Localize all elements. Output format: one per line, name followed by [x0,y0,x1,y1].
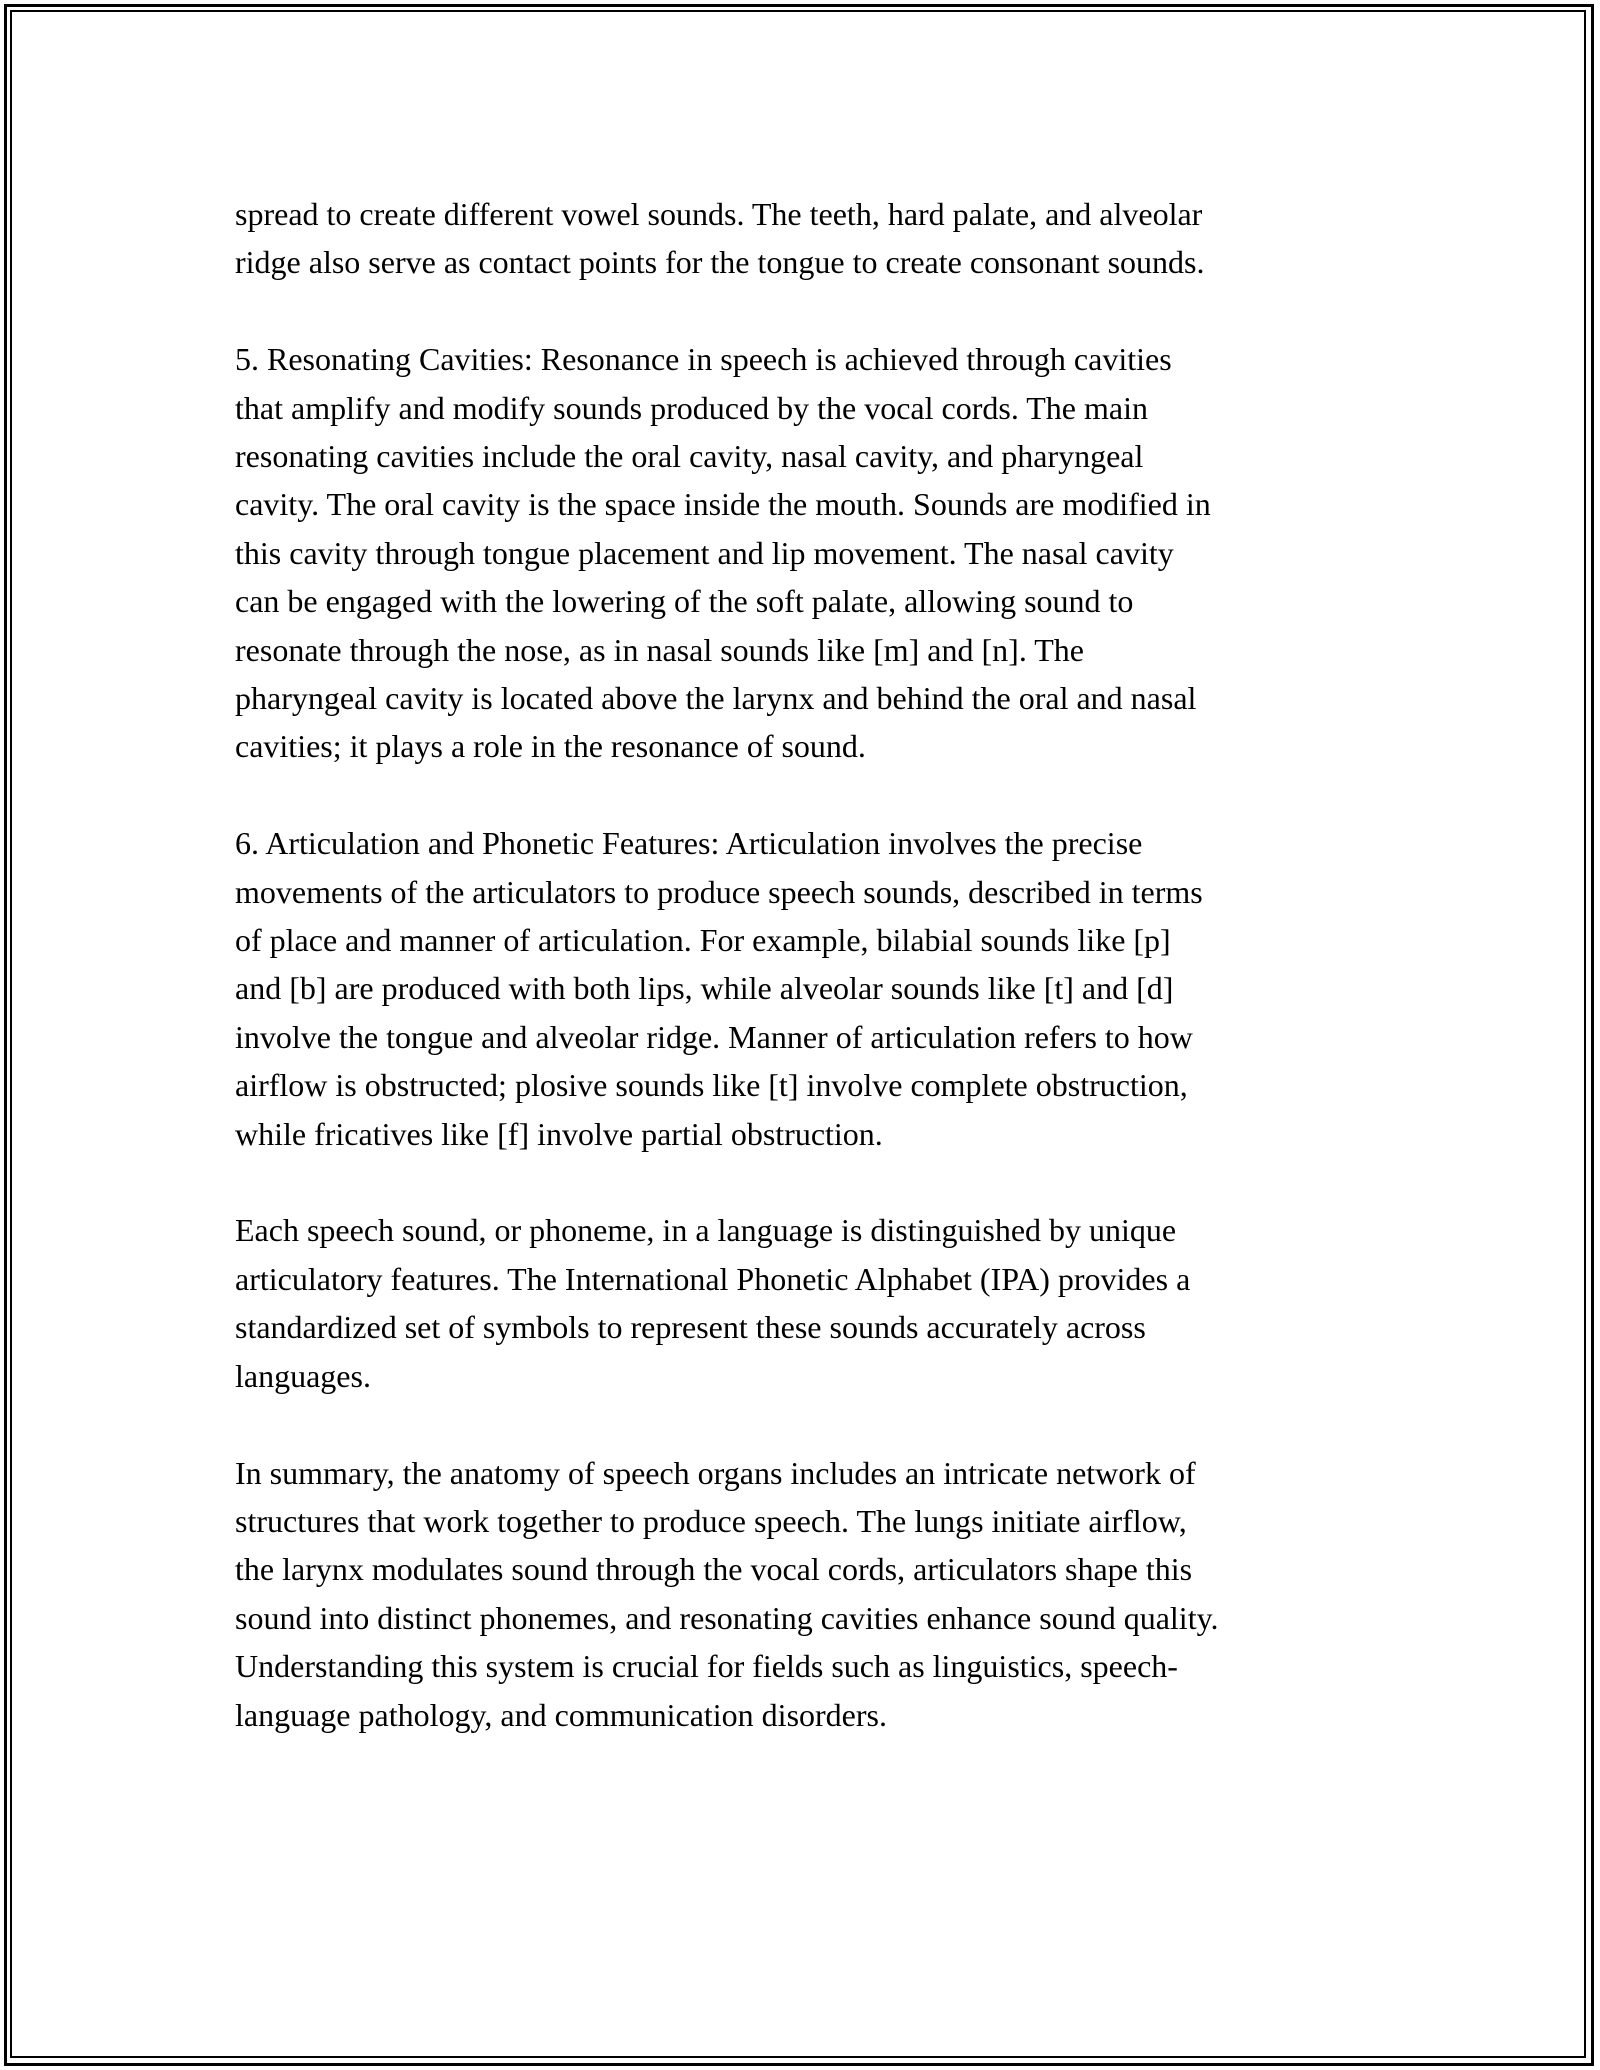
text-line: standardized set of symbols to represent these sounds accurately across [235,1309,1146,1346]
text-line: Each speech sound, or phoneme, in a language is distinguished by unique [235,1212,1177,1249]
text-line: structures that work together to produce speech. The lungs initiate airflow, [235,1502,1187,1539]
text-line: languages. [235,1357,371,1394]
text-line: movements of the articulators to produce speech sounds, described in terms [235,873,1203,910]
text-line: resonate through the nose, as in nasal sounds like [m] and [n]. The [235,631,1084,668]
text-line: resonating cavities include the oral cavity, nasal cavity, and pharyngeal [235,438,1144,475]
text-line: airflow is obstructed; plosive sounds like [t] involve complete obstruction, [235,1067,1188,1104]
document-body [235,190,1375,1787]
paragraph-resonating-cavities [235,335,1375,771]
text-line: 6. Articulation and Phonetic Features: Articulation involves the precise [235,825,1143,862]
paragraph-summary [235,1449,1375,1739]
text-line: cavities; it plays a role in the resonance of sound. [235,728,866,765]
text-line: pharyngeal cavity is located above the larynx and behind the oral and nasal [235,680,1197,717]
text-line: Understanding this system is crucial for fields such as linguistics, speech- [235,1648,1178,1685]
text-line: cavity. The oral cavity is the space inside the mouth. Sounds are modified in [235,486,1211,523]
paragraph-phonemes-ipa [235,1206,1375,1400]
text-line: language pathology, and communication disorders. [235,1696,887,1733]
text-line: can be engaged with the lowering of the soft palate, allowing sound to [235,583,1134,620]
text-line: while fricatives like [f] involve partial obstruction. [235,1115,883,1152]
text-line: this cavity through tongue placement and lip movement. The nasal cavity [235,534,1174,571]
text-line: sound into distinct phonemes, and resonating cavities enhance sound quality. [235,1599,1219,1636]
text-line: articulatory features. The International Phonetic Alphabet (IPA) provides a [235,1260,1191,1297]
text-line: of place and manner of articulation. For example, bilabial sounds like [p] [235,922,1171,959]
paragraph-articulation [235,819,1375,1158]
text-line: the larynx modulates sound through the vocal cords, articulators shape this [235,1551,1193,1588]
text-line: and [b] are produced with both lips, while alveolar sounds like [t] and [d] [235,970,1174,1007]
text-line: spread to create different vowel sounds. The teeth, hard palate, and alveolar [235,196,1203,232]
text-line: that amplify and modify sounds produced by the vocal cords. The main [235,389,1148,426]
text-line: ridge also serve as contact points for the tongue to create consonant sounds. [235,244,1205,281]
text-line: involve the tongue and alveolar ridge. Manner of articulation refers to how [235,1018,1193,1055]
paragraph-vowel-continuation [235,190,1375,287]
text-line: 5. Resonating Cavities: Resonance in speech is achieved through cavities [235,341,1172,378]
text-line: In summary, the anatomy of speech organs includes an intricate network of [235,1454,1196,1491]
